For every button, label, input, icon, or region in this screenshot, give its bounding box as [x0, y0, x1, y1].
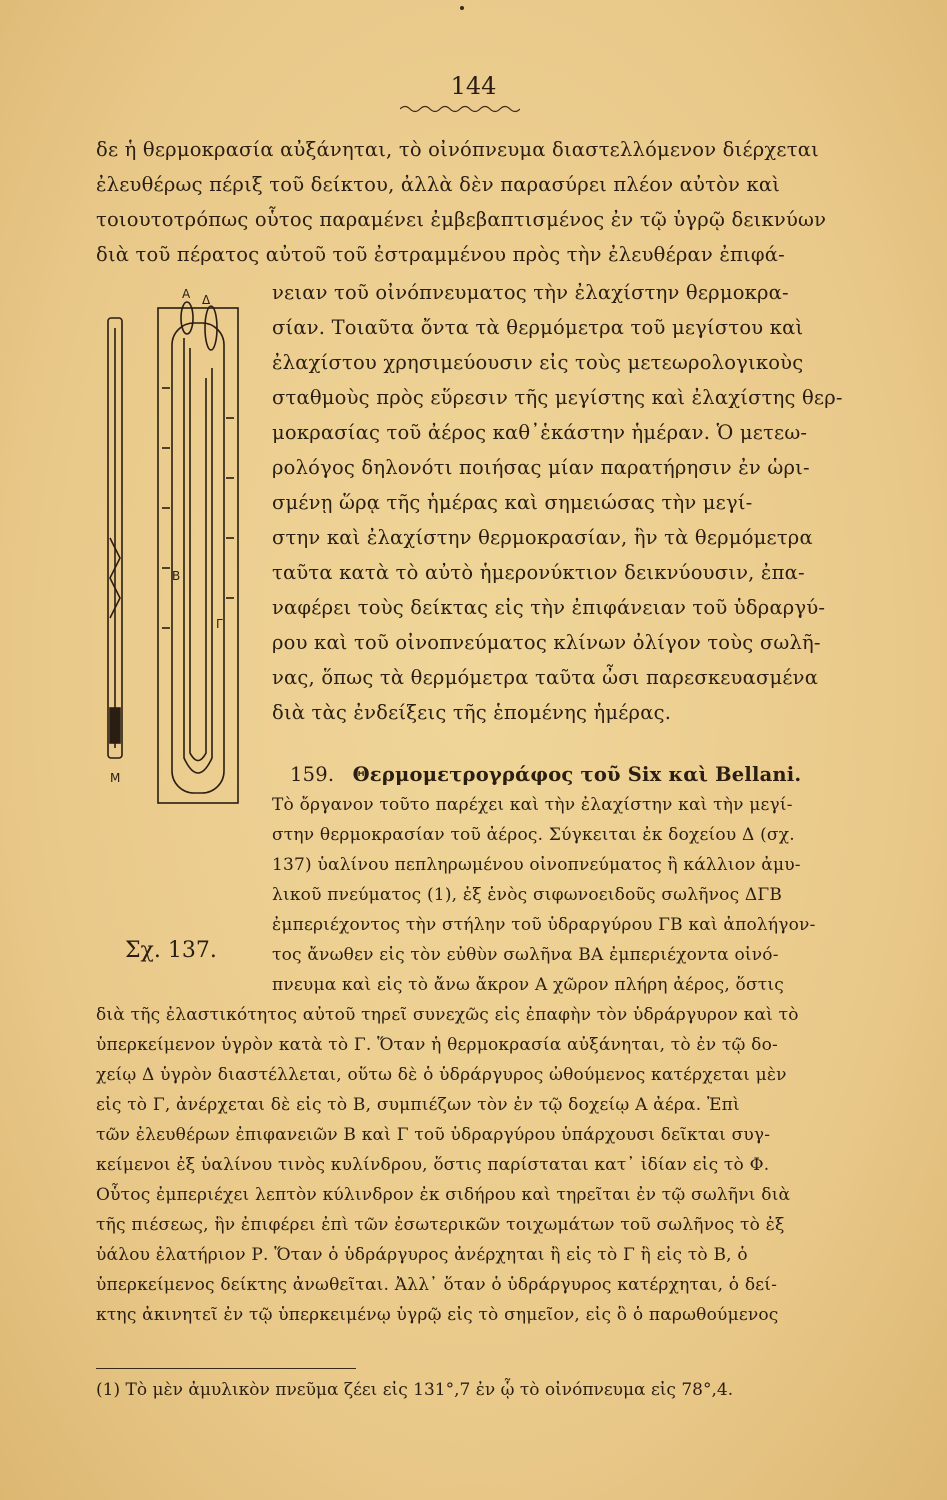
text-line: ἐλαχίστου χρησιμεύουσιν εἰς τοὺς μετεωρολογικοὺς — [272, 351, 804, 374]
text-line: Τὸ ὄργανον τοῦτο παρέχει καὶ τὴν ἐλαχίστην καὶ τὴν μεγί- — [272, 795, 793, 815]
text-line: πνευμα καὶ εἰς τὸ ἄνω ἄκρον Α χῶρον πλήρη ἀέρος, ὅστις — [272, 975, 784, 995]
footnote: (1) Τὸ μὲν ἀμυλικὸν πνεῦμα ζέει εἰς 131°,7 ἐν ᾧ τὸ οἰνόπνευμα εἰς 78°,4. — [96, 1380, 734, 1400]
text-line: σμένῃ ὥρᾳ τῆς ἡμέρας καὶ σημειώσας τὴν μεγί- — [272, 491, 753, 514]
section-title: Θερμομετρογράφος τοῦ Six καὶ Bellani. — [352, 763, 802, 786]
text-line: ρολόγος δηλονότι ποιήσας μίαν παρατήρησιν ἐν ὡρι- — [272, 456, 810, 479]
label-B: Β — [172, 569, 181, 583]
label-D: Δ — [202, 293, 211, 307]
text-line: ὑάλου ἐλατήριον Ρ. Ὅταν ὁ ὑδράργυρος ἀνέρχηται ἢ εἰς τὸ Γ ἢ εἰς τὸ Β, ὁ — [96, 1245, 748, 1265]
text-line: κείμενοι ἐξ ὑαλίνου τινὸς κυλίνδρου, ὅστις παρίσταται κατ᾿ ἰδίαν εἰς τὸ Φ. — [96, 1155, 770, 1175]
text-line: ὑπερκείμενον ὑγρὸν κατὰ τὸ Γ. Ὅταν ἡ θερμοκρασία αὐξάνηται, τὸ ἐν τῷ δο- — [96, 1035, 778, 1055]
label-A: Α — [182, 288, 191, 301]
text-line: σίαν. Τοιαῦτα ὄντα τὰ θερμόμετρα τοῦ μεγίστου καὶ — [272, 316, 804, 339]
text-line: τῆς πιέσεως, ἣν ἐπιφέρει ἐπὶ τῶν ἐσωτερικῶν τοιχωμάτων τοῦ σωλῆνος τὸ ἐξ — [96, 1215, 785, 1235]
wave-ornament-icon — [400, 104, 520, 114]
text-line: στην θερμοκρασίαν τοῦ ἀέρος. Σύγκειται ἐκ δοχείου Δ (σχ. — [272, 825, 795, 845]
text-line: τοιουτοτρόπως οὗτος παραμένει ἐμβεβαπτισμένος ἐν τῷ ὑγρῷ δεικνύων — [96, 208, 827, 231]
text-line: ταῦτα κατὰ τὸ αὐτὸ ἡμερονύκτιον δεικνύουσιν, ἐπα- — [272, 561, 805, 584]
footnote-rule — [96, 1368, 356, 1369]
text-line: Οὗτος ἐμπεριέχει λεπτὸν κύλινδρον ἐκ σιδήρου καὶ τηρεῖται ἐν τῷ σωλῆνι διὰ — [96, 1185, 791, 1205]
text-line: νειαν τοῦ οἰνόπνευματος τὴν ἐλαχίστην θερμοκρα- — [272, 281, 789, 304]
text-line: ἐμπεριέχοντος τὴν στήλην τοῦ ὑδραργύρου ΓΒ καὶ ἀπολήγον- — [272, 915, 816, 935]
text-line: ρου καὶ τοῦ οἰνοπνεύματος κλίνων ὀλίγον τοὺς σωλῆ- — [272, 631, 821, 654]
text-line: σταθμοὺς πρὸς εὕρεσιν τῆς μεγίστης καὶ ἐλαχίστης θερ- — [272, 386, 843, 409]
text-line: ὑπερκείμενος δείκτης ἀνωθεῖται. Ἀλλ᾿ ὅταν ὁ ὑδράργυρος κατέρχηται, ὁ δεί- — [96, 1275, 778, 1295]
thermometer-figure — [98, 288, 248, 808]
text-line: κτης ἀκινητεῖ ἐν τῷ ὑπερκειμένῳ ὑγρῷ εἰς τὸ σημεῖον, εἰς ὃ ὁ παρωθούμενος — [96, 1305, 779, 1325]
text-line: νας, ὅπως τὰ θερμόμετρα ταῦτα ὦσι παρεσκευασμένα — [272, 666, 819, 689]
text-line: λικοῦ πνεύματος (1), ἐξ ἑνὸς σιφωνοειδοῦς σωλῆνος ΔΓΒ — [272, 885, 783, 905]
section-number: 159. — [290, 763, 335, 786]
text-line: διὰ τῆς ἐλαστικότητος αὐτοῦ τηρεῖ συνεχῶς εἰς ἐπαφὴν τὸν ὑδράργυρον καὶ τὸ — [96, 1005, 799, 1025]
text-line: μοκρασίας τοῦ ἀέρος καθ᾿ἑκάστην ἡμέραν. Ὁ μετεω- — [272, 421, 808, 444]
text-line: τῶν ἐλευθέρων ἐπιφανειῶν Β καὶ Γ τοῦ ὑδραργύρου ὑπάρχουσι δεῖκται συγ- — [96, 1125, 771, 1145]
ink-speck — [460, 6, 464, 10]
text-line: 137) ὑαλίνου πεπληρωμένου οἰνοπνεύματος ἢ κάλλιον ἀμυ- — [272, 855, 801, 875]
text-line: ἐλευθέρως πέριξ τοῦ δείκτου, ἀλλὰ δὲν παρασύρει πλέον αὐτὸν καὶ — [96, 173, 781, 196]
text-line: τος ἄνωθεν εἰς τὸν εὐθὺν σωλῆνα ΒΑ ἐμπεριέχοντα οἰνό- — [272, 945, 779, 965]
text-line: δε ἡ θερμοκρασία αὐξάνηται, τὸ οἰνόπνευμα διαστελλόμενον διέρχεται — [96, 138, 819, 161]
text-line: εἰς τὸ Γ, ἀνέρχεται δὲ εἰς τὸ Β, συμπιέζων τὸν ἐν τῷ δοχείῳ Α ἀέρα. Ἐπὶ — [96, 1095, 740, 1115]
text-line: στην καὶ ἐλαχίστην θερμοκρασίαν, ἣν τὰ θερμόμετρα — [272, 526, 813, 549]
label-M: M — [110, 771, 121, 785]
figure-caption: Σχ. 137. — [125, 938, 217, 963]
section-heading — [272, 760, 850, 790]
label-G: Γ — [216, 617, 223, 631]
text-line: διὰ τὰς ἐνδείξεις τῆς ἑπομένης ἡμέρας. — [272, 701, 672, 724]
text-line: ναφέρει τοὺς δείκτας εἰς τὴν ἐπιφάνειαν τοῦ ὑδραργύ- — [272, 596, 826, 619]
text-line: χείῳ Δ ὑγρὸν διαστέλλεται, οὕτω δὲ ὁ ὑδράργυρος ὠθούμενος κατέρχεται μὲν — [96, 1065, 787, 1085]
text-line: διὰ τοῦ πέρατος αὐτοῦ τοῦ ἐστραμμένου πρὸς τὴν ἐλευθέραν ἐπιφά- — [96, 243, 785, 266]
page-number: 144 — [450, 72, 497, 100]
